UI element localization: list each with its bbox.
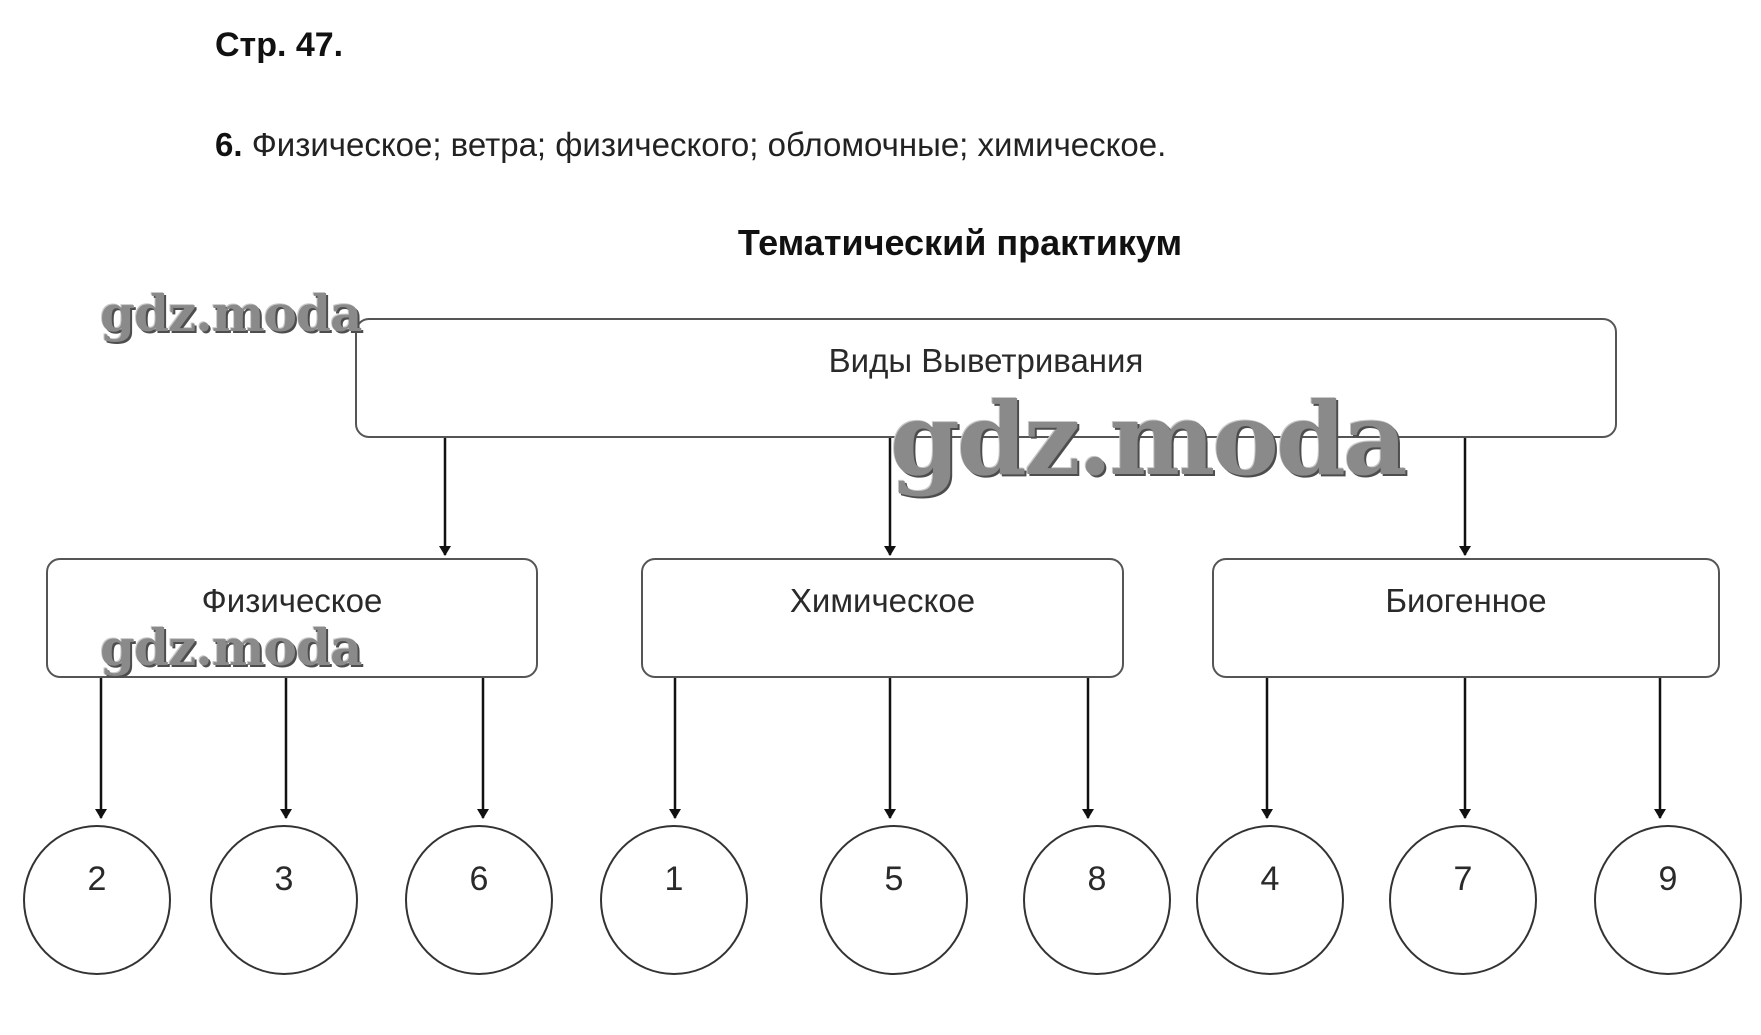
item-circle: 9 bbox=[1594, 825, 1742, 975]
answer-text: Физическое; ветра; физического; обломочные; химическое. bbox=[251, 126, 1167, 163]
item-circle: 3 bbox=[210, 825, 358, 975]
watermark-top-left: gdz.moda bbox=[100, 284, 362, 343]
section-title: Тематический практикум bbox=[737, 222, 1183, 263]
item-circle: 1 bbox=[600, 825, 748, 975]
category-node-chemical bbox=[641, 558, 1124, 678]
item-circle: 5 bbox=[820, 825, 968, 975]
answer-number: 6. bbox=[215, 126, 243, 163]
item-circle: 4 bbox=[1196, 825, 1344, 975]
watermark-left-middle: gdz.moda bbox=[100, 618, 362, 677]
root-node-label: Виды Выветривания bbox=[828, 342, 1144, 379]
category-label-physical: Физическое bbox=[201, 582, 383, 619]
item-circle: 2 bbox=[23, 825, 171, 975]
item-circle: 8 bbox=[1023, 825, 1171, 975]
item-circle: 6 bbox=[405, 825, 553, 975]
category-label-biogenic: Биогенное bbox=[1385, 582, 1547, 619]
page-reference: Стр. 47. bbox=[215, 26, 344, 64]
item-circle: 7 bbox=[1389, 825, 1537, 975]
watermark-center: gdz.moda bbox=[890, 380, 1405, 498]
category-label-chemical: Химическое bbox=[789, 582, 976, 619]
category-node-biogenic bbox=[1212, 558, 1720, 678]
